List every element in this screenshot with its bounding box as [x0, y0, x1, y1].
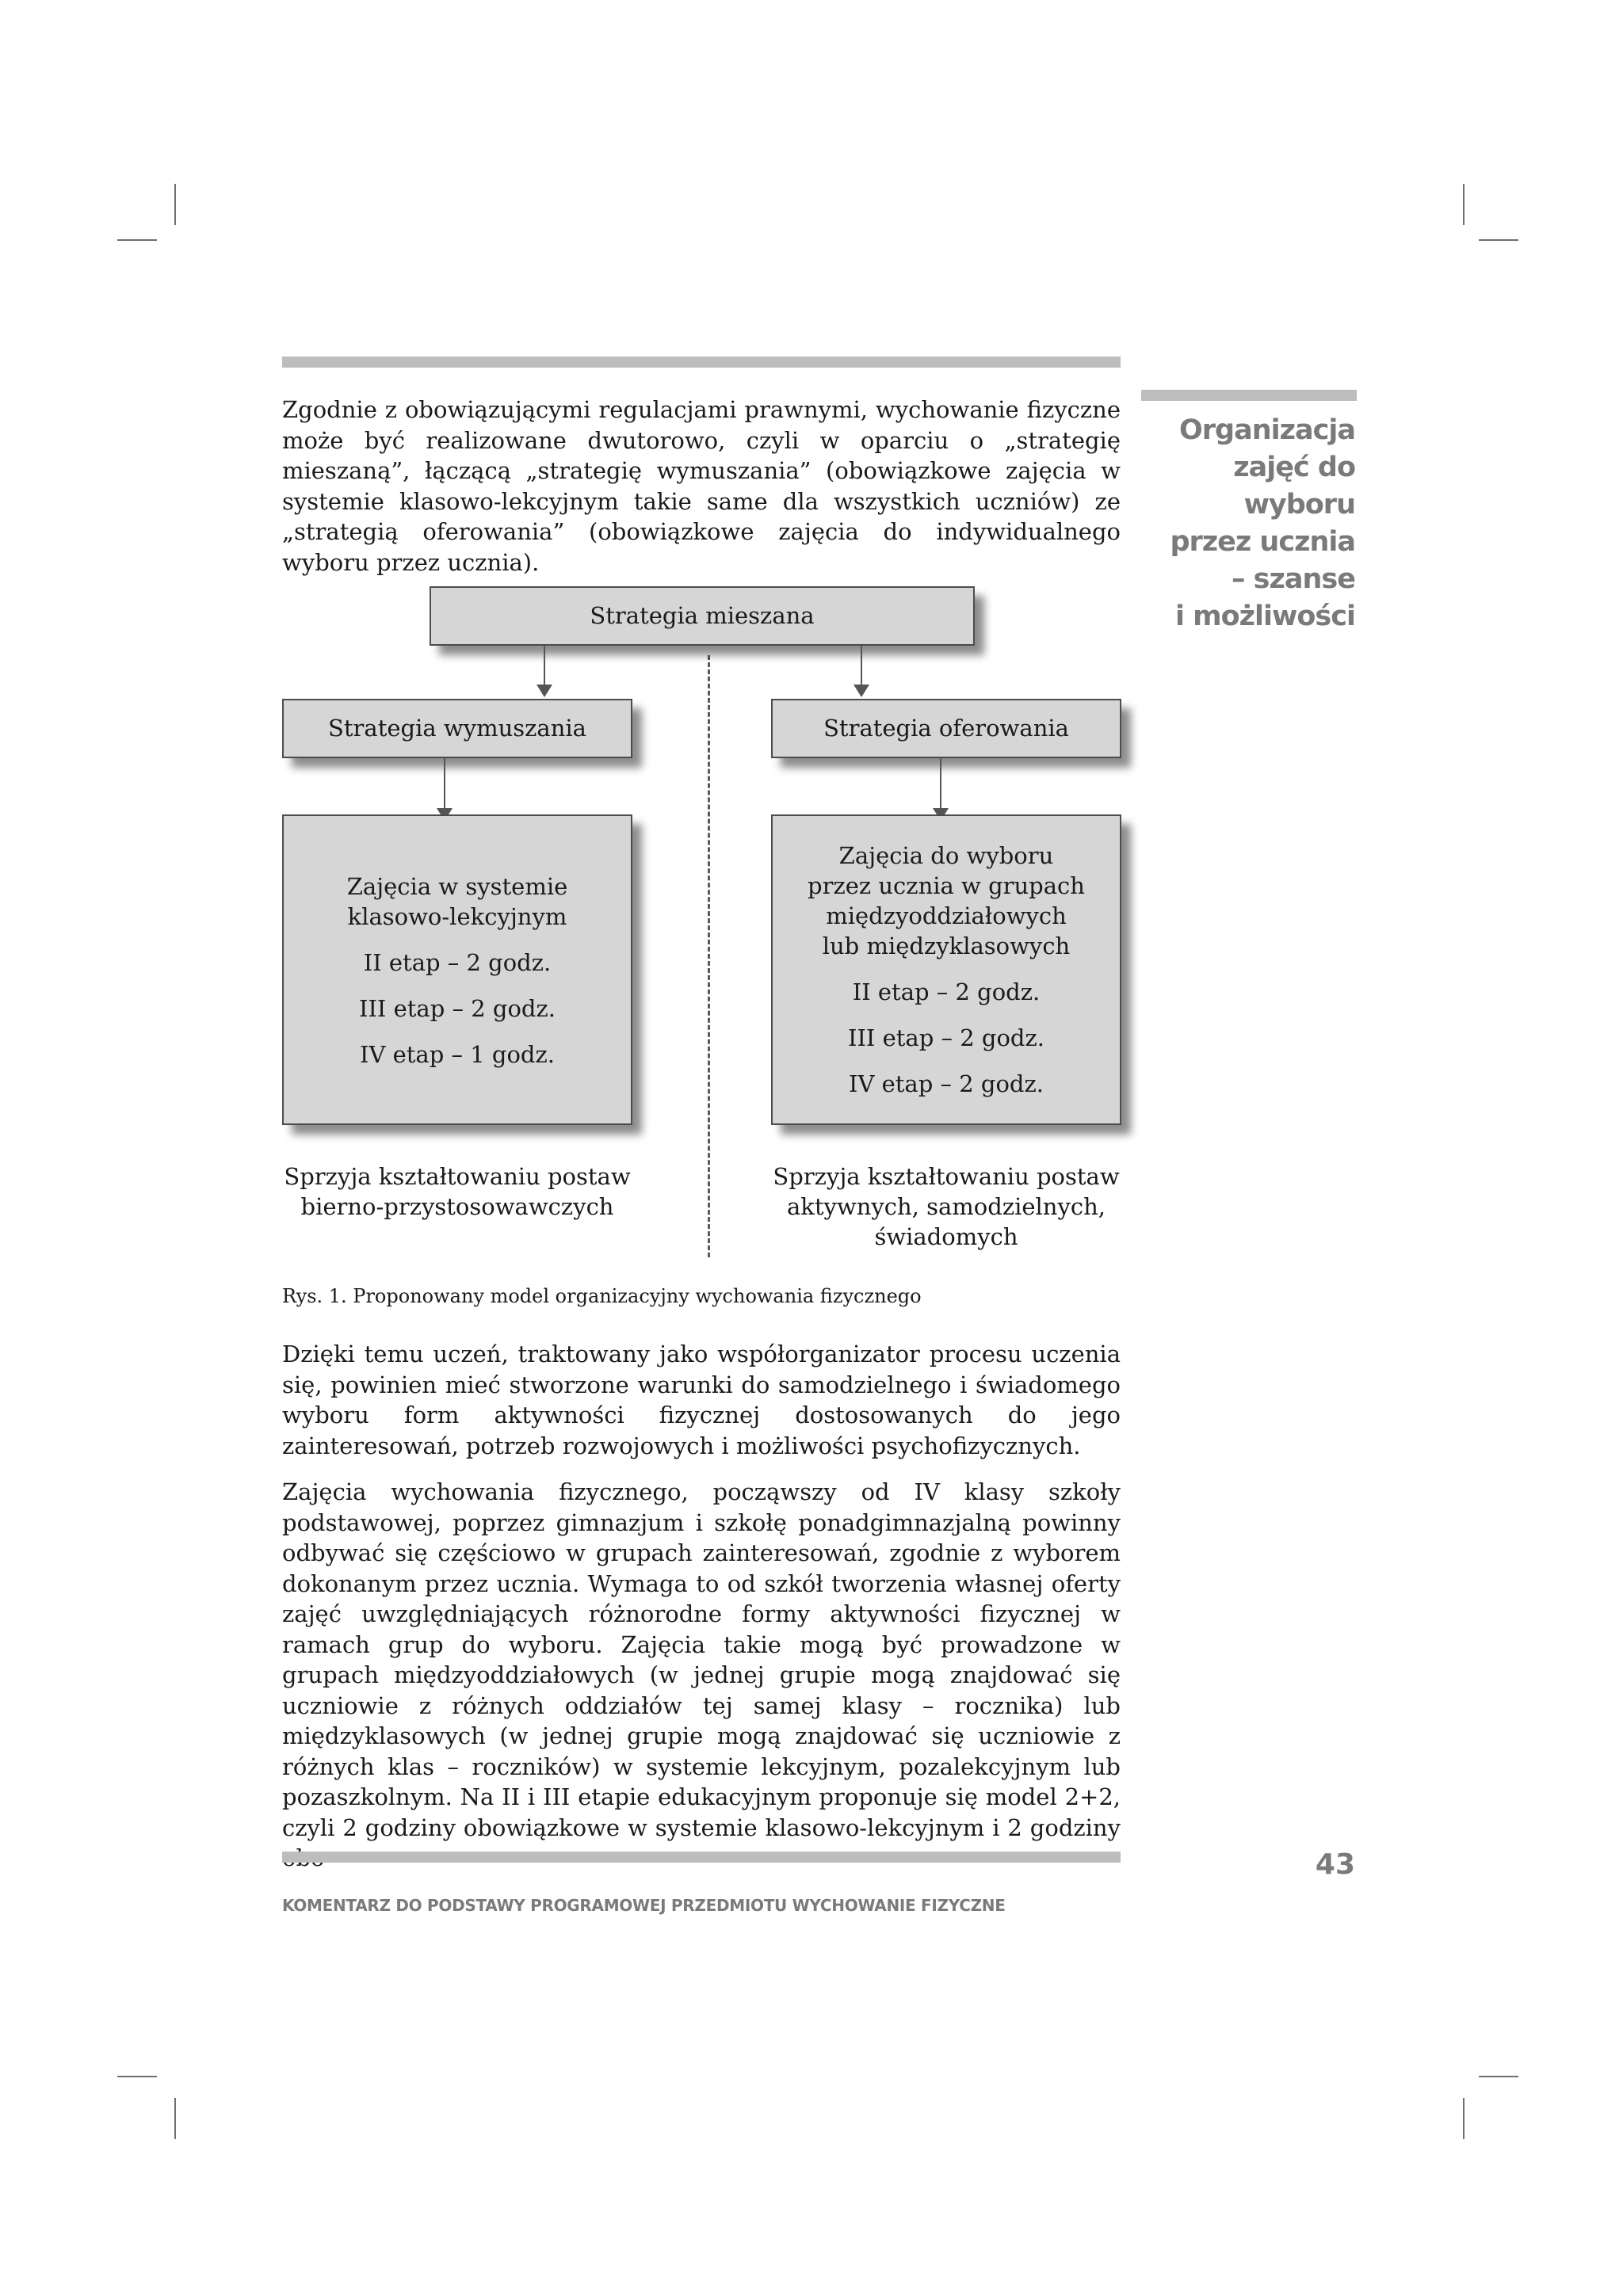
box-line: lub międzyklasowych [822, 933, 1071, 959]
strategy-forcing-box [282, 699, 632, 758]
box-line: Zajęcia do wyboru [838, 842, 1054, 869]
sidebar-heading [1133, 412, 1355, 635]
strategy-mixed-label: Strategia mieszana [590, 602, 815, 629]
note-line: aktywnych, samodzielnych, [786, 1193, 1106, 1220]
box-line: klasowo-lekcyjnym [347, 903, 567, 930]
strategy-forcing-label: Strategia wymuszania [328, 715, 586, 742]
arrow-down-icon [861, 646, 862, 688]
sidebar-heading-line: – szanse [1232, 563, 1355, 595]
arrow-down-icon [940, 758, 941, 811]
box-line: przez ucznia w grupach [808, 872, 1085, 899]
strategy-offering-box [771, 699, 1121, 758]
crop-mark [1463, 184, 1465, 225]
running-footer: KOMENTARZ DO PODSTAWY PROGRAMOWEJ PRZEDMIOTU WYCHOWANIE FIZYCZNE [282, 1896, 1006, 1915]
strategy-mixed-box [430, 586, 975, 646]
intro-paragraph: Zgodnie z obowiązującymi regulacjami prawnymi, wychowanie fizyczne może być realizowane dwutorowo, czyli w oparciu o „strategię mieszaną”, łączącą „strategię wymuszania” (obowiązkowe zajęcia w systemie klasowo-lekcyjnym takie same dla wszystkich uczniów) ze „strategią oferowania” (obowiązkowe zajęcia do indywidualnego wyboru przez ucznia). [282, 396, 1121, 576]
note-line: świadomych [874, 1223, 1018, 1250]
strategy-offering-label: Strategia oferowania [823, 715, 1069, 742]
body-paragraph: Dzięki temu uczeń, traktowany jako współorganizator procesu uczenia się, powinien mieć stworzone warunki do samodzielnego i świadomego wyboru form aktywności fizycznej dostosowanych do jego zainteresowań, potrzeb rozwojowych i możliwości psychofizycznych. [282, 1341, 1121, 1459]
note-line: Sprzyja kształtowaniu postaw [284, 1163, 631, 1190]
right-outcome-note [771, 1161, 1121, 1252]
compulsory-classes-box [282, 814, 632, 1125]
arrow-down-icon [444, 758, 445, 811]
crop-mark [117, 239, 157, 241]
figure-caption: Rys. 1. Proponowany model organizacyjny wychowania fizycznego [282, 1285, 922, 1307]
sidebar-heading-line: Organizacja [1179, 414, 1355, 446]
etap-hours: IV etap – 1 godz. [360, 1041, 555, 1068]
etap-hours: II etap – 2 godz. [852, 978, 1041, 1005]
crop-mark [174, 2098, 176, 2139]
crop-mark [117, 2076, 157, 2077]
etap-hours: II etap – 2 godz. [363, 949, 552, 976]
etap-hours: III etap – 2 godz. [848, 1024, 1044, 1051]
left-outcome-note [282, 1161, 632, 1222]
body-paragraph: Zajęcia wychowania fizycznego, począwszy od IV klasy szkoły podstawowej, poprzez gimnazjum i szkołę ponadgimnazjalną powinny odbywać się częściowo w grupach zainteresowań, zgodnie z wyborem dokonanym przez ucznia. Wymaga to od szkół tworzenia własnej oferty zajęć uwzględniających różnorodne formy aktywności fizycznej w ramach grup do wyboru. Zajęcia takie mogą być prowadzone w grupach międzyoddziałowych (w jednej grupie mogą znajdować się uczniowie z różnych oddziałów tej samej klasy – rocznika) lub międzyklasowych (w jednej grupie mogą znajdować się uczniowie z różnych klas – roczników) w systemie lekcyjnym, pozalekcyjnym lub pozaszkolnym. Na II i III etapie edukacyjnym proponuje się model 2+2, czyli 2 godziny obowiązkowe w systemie klasowo-lekcyjnym i 2 godziny [282, 1478, 1121, 1841]
etap-hours: III etap – 2 godz. [359, 995, 556, 1022]
crop-mark [1479, 239, 1518, 241]
etap-hours: IV etap – 2 godz. [849, 1070, 1044, 1097]
sidebar-heading-line: i możliwości [1174, 601, 1355, 632]
page-number: 43 [1315, 1848, 1355, 1881]
diagram-divider [708, 655, 710, 1257]
crop-mark [174, 184, 176, 225]
sidebar-heading-line: zajęć do wyboru [1233, 452, 1355, 521]
top-rule [282, 357, 1121, 368]
note-line: bierno-przystosowawczych [300, 1193, 614, 1220]
crop-mark [1463, 2098, 1465, 2139]
elective-classes-box [771, 814, 1121, 1125]
sidebar-rule [1141, 390, 1357, 401]
box-line: Zajęcia w systemie [346, 873, 568, 900]
crop-mark [1479, 2076, 1518, 2077]
sidebar-heading-line: przez ucznia [1170, 526, 1355, 558]
arrow-down-icon [544, 646, 545, 688]
bottom-rule [282, 1852, 1121, 1863]
note-line: Sprzyja kształtowaniu postaw [773, 1163, 1120, 1190]
box-line: międzyoddziałowych [826, 902, 1067, 929]
